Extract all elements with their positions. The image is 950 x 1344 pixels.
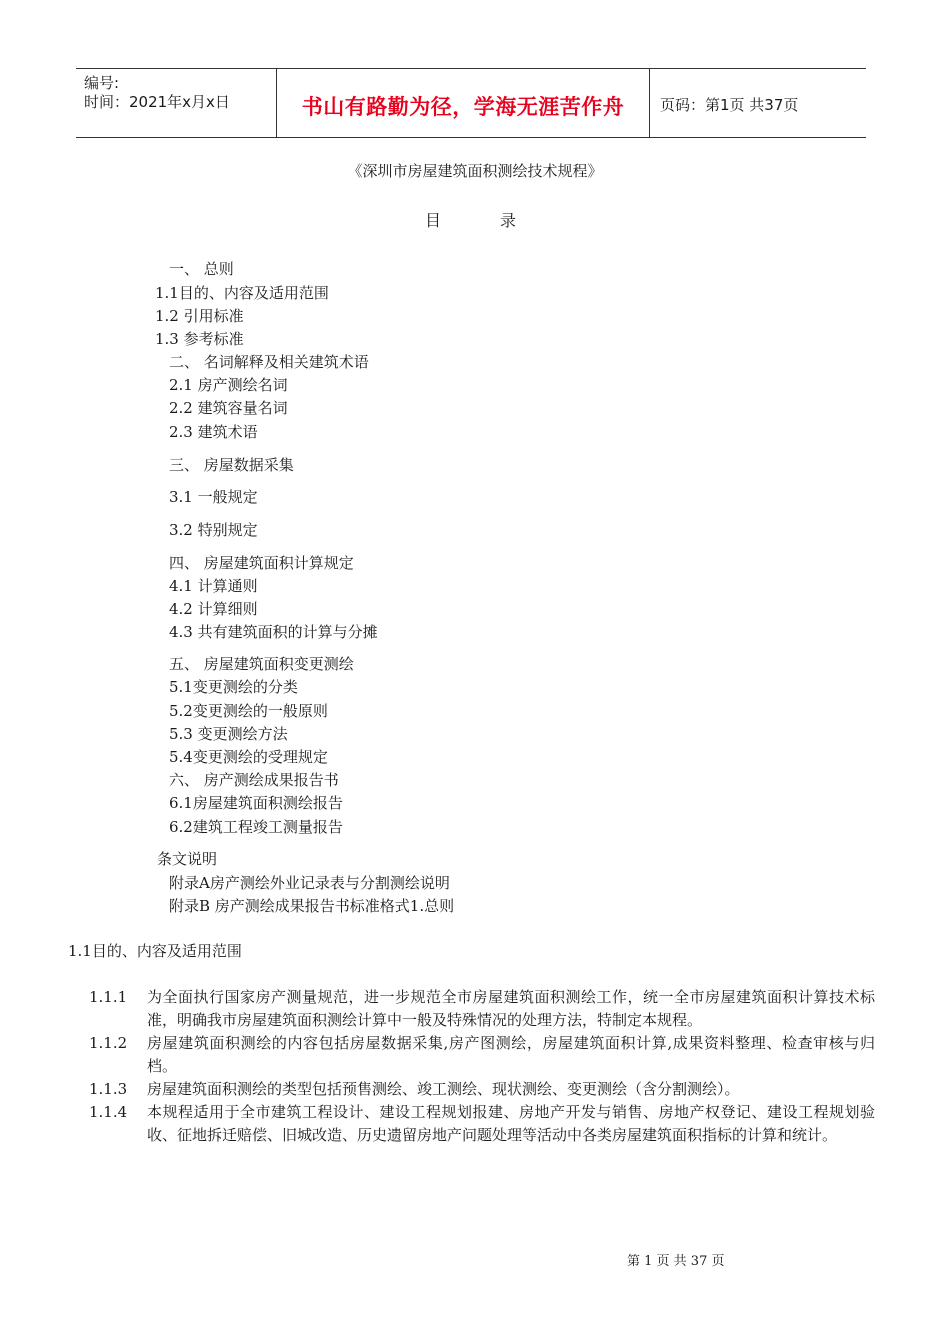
toc-item: 条文说明: [157, 850, 218, 868]
toc-item: 五、 房屋建筑面积变更测绘: [169, 655, 354, 673]
clause-number: 1.1.2: [89, 1034, 128, 1052]
toc-item: 1.2 引用标准: [155, 307, 244, 325]
toc-item: 2.3 建筑术语: [169, 423, 258, 441]
clause-number: 1.1.3: [89, 1080, 128, 1098]
toc-item: 一、 总则: [169, 260, 234, 278]
clause-number: 1.1.1: [89, 988, 128, 1006]
toc-item: 5.2变更测绘的一般原则: [169, 702, 328, 720]
toc-item: 6.1房屋建筑面积测绘报告: [169, 794, 343, 812]
header-motto-cell: [277, 69, 650, 137]
section-title: 1.1目的、内容及适用范围: [68, 942, 242, 960]
toc-item: 5.1变更测绘的分类: [169, 678, 298, 696]
clause-text: 房屋建筑面积测绘的类型包括预售测绘、竣工测绘、现状测绘、变更测绘（含分割测绘）。: [147, 1080, 740, 1098]
time-label: 时间：2021年x月x日: [84, 93, 230, 111]
clause-text: 本规程适用于全市建筑工程设计、建设工程规划报建、房地产开发与销售、房地产权登记、建设工程规划验收、征地拆迁赔偿、旧城改造、历史遗留房地产问题处理等活动中各类房屋建筑面积指标的计算和统计。: [147, 1103, 875, 1144]
toc-item: 3.1 一般规定: [169, 488, 258, 506]
page-header: [76, 68, 866, 138]
toc-item: 1.1目的、内容及适用范围: [155, 284, 329, 302]
toc-item: 1.3 参考标准: [155, 330, 244, 348]
header-meta: [76, 69, 277, 137]
clause-text: 为全面执行国家房产测量规范，进一步规范全市房屋建筑面积测绘工作，统一全市房屋建筑面积计算技术标准，明确我市房屋建筑面积测绘计算中一般及特殊情况的处理方法，特制定本规程。: [147, 988, 875, 1029]
toc-item: 附录A房产测绘外业记录表与分割测绘说明: [169, 874, 450, 892]
toc-item: 4.2 计算细则: [169, 600, 258, 618]
toc-item: 2.2 建筑容量名词: [169, 399, 288, 417]
toc-item: 四、 房屋建筑面积计算规定: [169, 554, 354, 572]
toc-item: 六、 房产测绘成果报告书: [169, 771, 339, 789]
clause-text: 房屋建筑面积测绘的内容包括房屋数据采集,房产图测绘，房屋建筑面积计算,成果资料整理、检查审核与归档。: [147, 1034, 875, 1075]
toc-heading-left: 目: [425, 211, 442, 230]
toc-item: 4.1 计算通则: [169, 577, 258, 595]
page-footer: 第 1 页 共 37 页: [627, 1254, 725, 1269]
toc-item: 5.4变更测绘的受理规定: [169, 748, 328, 766]
page-info: 页码：第1页 共37页: [660, 96, 799, 114]
toc-item: 二、 名词解释及相关建筑术语: [169, 353, 369, 371]
clause-number: 1.1.4: [89, 1103, 128, 1121]
document-title: 《深圳市房屋建筑面积测绘技术规程》: [347, 162, 603, 180]
motto: 书山有路勤为径，学海无涯苦作舟: [301, 95, 625, 119]
toc-item: 6.2建筑工程竣工测量报告: [169, 818, 343, 836]
number-label: 编号:: [84, 74, 120, 92]
toc-item: 附录B 房产测绘成果报告书标准格式1.总则: [169, 897, 455, 915]
toc-heading-right: 录: [500, 211, 517, 230]
toc-item: 3.2 特别规定: [169, 521, 258, 539]
toc-item: 5.3 变更测绘方法: [169, 725, 288, 743]
toc-item: 三、 房屋数据采集: [169, 456, 294, 474]
toc-item: 4.3 共有建筑面积的计算与分摊: [169, 623, 378, 641]
header-page-cell: [650, 69, 866, 137]
toc-item: 2.1 房产测绘名词: [169, 376, 288, 394]
